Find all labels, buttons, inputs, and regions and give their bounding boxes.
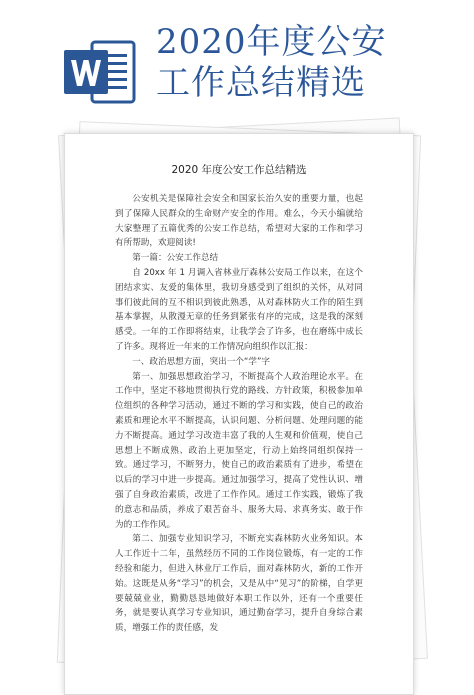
section-heading: 第一篇：公安工作总结	[132, 253, 219, 264]
paragraph: 第一、加强思想政治学习，不断提高个人政治理论水平。在工作中，坚定不移地贯彻执行党的路线、方针政策，积极参加单位组织的各种学习活动，通过不断的学习和实践，使自己的政治素质和理论水平不断提高，认识问题、分析问题、处理问题的能力不断提高。通过学习改造丰富了我的人生观和价值观，使自己思想上不断成熟、政治上更加坚定，行动上始终同组织保持一致。通过学习，不断努力，使自己的政治素质有了进步，希望在以后的学习中进一步提高。通过加强学习，提高了党性认识、增强了自身政治素质，改进了工作作风。通过工作实践，锻炼了我的意志和品质，养成了艰苦奋斗、服务大局、求真务实、敢于作为的工作作风。	[115, 371, 363, 530]
subsection-heading: 一、政治思想方面，突出一个“学”字	[132, 356, 270, 367]
paragraph: 第二、加强专业知识学习，不断充实森林防火业务知识。本人工作近十二年，虽然经历不同的工作岗位锻炼，有一定的工作经验和能力，但进入林业厅工作后，面对森林防火，新的工作开始。这既是从务“学习”的机会，又是从中“见习”的阶梯，自学更要兢兢业业，勤勤恳恳地做好本职工作以外，还有一个重要任务，就是要认真学习专业知识，通过勤奋学习，提升自身综合素质，增强工作的责任感，发	[115, 534, 363, 634]
document-title: 2020 年度公安工作总结精选	[171, 164, 307, 176]
paragraph-intro: 公安机关是保障社会安全和国家长治久安的重要力量，也起到了保障人民群众的生命财产安全的作用。难么，今天小编就给大家整理了五篇优秀的公安工作总结，希望对大家的工作和学习有所帮助，欢迎阅读!	[115, 194, 363, 249]
document-body	[115, 192, 363, 636]
word-icon	[62, 40, 138, 104]
title-line-1: 2020年度公安	[156, 22, 387, 62]
page-header	[0, 0, 474, 112]
page-title	[156, 22, 466, 104]
title-line-2: 工作总结精选	[156, 63, 366, 103]
paragraph: 自 20xx 年 1 月调入省林业厅森林公安局工作以来，在这个团结求实、友爱的集体里，我切身感受到了组织的关怀，从对同事们彼此间的互不相识到彼此熟悉，从对森林防火工作的陌生到基本掌握，从散漫无章的任务到紧张有序的完成，这是我的深刻感受。一年的工作即将结束，让我学会了许多，也在磨练中成长了许多。现将近一年来的工作情况向组织作以汇报：	[115, 267, 363, 352]
document-page	[64, 133, 414, 695]
